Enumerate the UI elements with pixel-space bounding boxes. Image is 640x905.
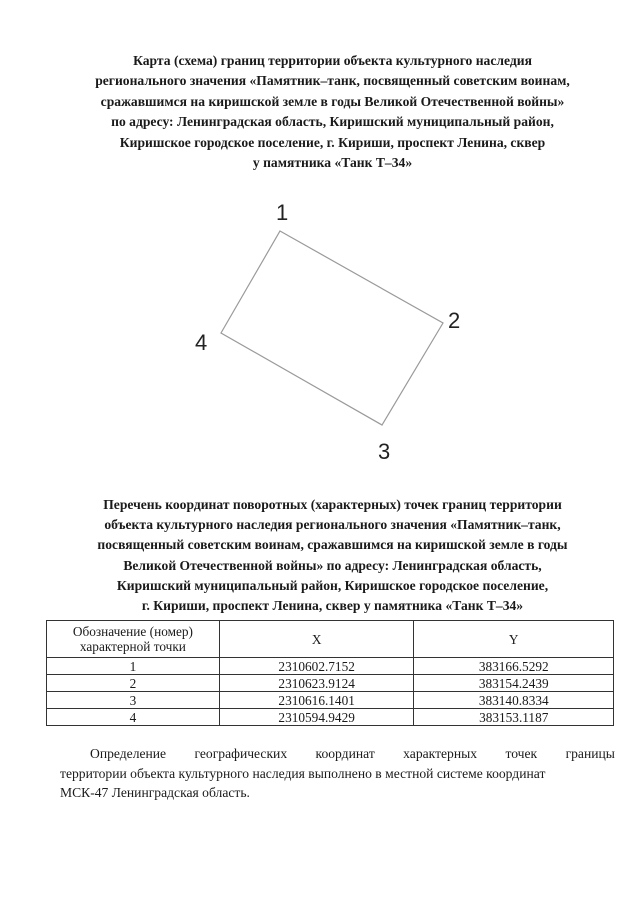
cell-point-id: 3 [47,692,220,709]
cell-point-id: 2 [47,675,220,692]
note-line [60,744,615,764]
header-x: X [219,621,414,658]
list-title-line: Киришский муниципальный район, Киришское городское поселение, [116,577,549,593]
coordinates-list-title [60,495,605,616]
map-title-line: по адресу: Ленинградская область, Киришский муниципальный район, [111,114,554,130]
cell-y: 383154.2439 [414,675,614,692]
point-label-3: 3 [378,439,391,464]
boundary-scheme [0,180,640,480]
table-row [47,675,614,692]
cell-x: 2310594.9429 [219,709,414,726]
cell-point-id: 4 [47,709,220,726]
cell-y: 383153.1187 [414,709,614,726]
map-title-line: регионального значения «Памятник–танк, посвященный советским воинам, [95,73,570,89]
cell-point-id: 1 [47,658,220,675]
cell-y: 383166.5292 [414,658,614,675]
map-title-line: Киришское городское поселение, г. Кириши, проспект Ленина, сквер [119,134,546,150]
map-title-line: Карта (схема) границ территории объекта культурного наследия [133,53,532,68]
note-word: Определение [90,746,167,761]
header-point-id-line: Обозначение (номер) [72,624,193,639]
coordinates-table [46,620,614,726]
boundary-scheme-svg [0,180,640,480]
map-title [60,51,605,173]
list-title-line: Великой Отечественной войны» по адресу: Ленинградская область, [123,557,542,573]
boundary-polygon [221,231,443,425]
table-row [47,658,614,675]
list-title-line: Перечень координат поворотных (характерных) точек границ территории [103,497,562,512]
note-word: координат [315,746,375,761]
note-word: границы [565,746,615,761]
point-label-4: 4 [195,330,208,355]
note-word: географических [194,746,288,761]
table-row [47,692,614,709]
table-row [47,709,614,726]
coordinate-system-note [60,744,615,803]
table-header-row [47,621,614,658]
point-label-1: 1 [276,200,289,225]
list-title-line: посвященный советским воинам, сражавшимся на киришской земле в годы [97,537,568,553]
header-point-id-line: характерной точки [79,639,186,654]
note-word: характерных [403,746,478,761]
note-line: МСК-47 Ленинградская область. [60,785,250,800]
cell-x: 2310623.9124 [219,675,414,692]
cell-x: 2310616.1401 [219,692,414,709]
map-title-line: у памятника «Танк Т–34» [252,155,413,171]
cell-x: 2310602.7152 [219,658,414,675]
list-title-line: г. Кириши, проспект Ленина, сквер у памятника «Танк Т–34» [141,598,524,614]
note-line: территории объекта культурного наследия выполнено в местной системе координат [60,765,546,781]
list-title-line: объекта культурного наследия регионального значения «Памятник–танк, [104,517,561,533]
cell-y: 383140.8334 [414,692,614,709]
header-y: Y [414,621,614,658]
note-word: точек [505,746,538,761]
header-point-id [47,621,220,658]
map-title-line: сражавшимся на киришской земле в годы Великой Отечественной войны» [100,93,565,109]
point-label-2: 2 [448,308,461,333]
